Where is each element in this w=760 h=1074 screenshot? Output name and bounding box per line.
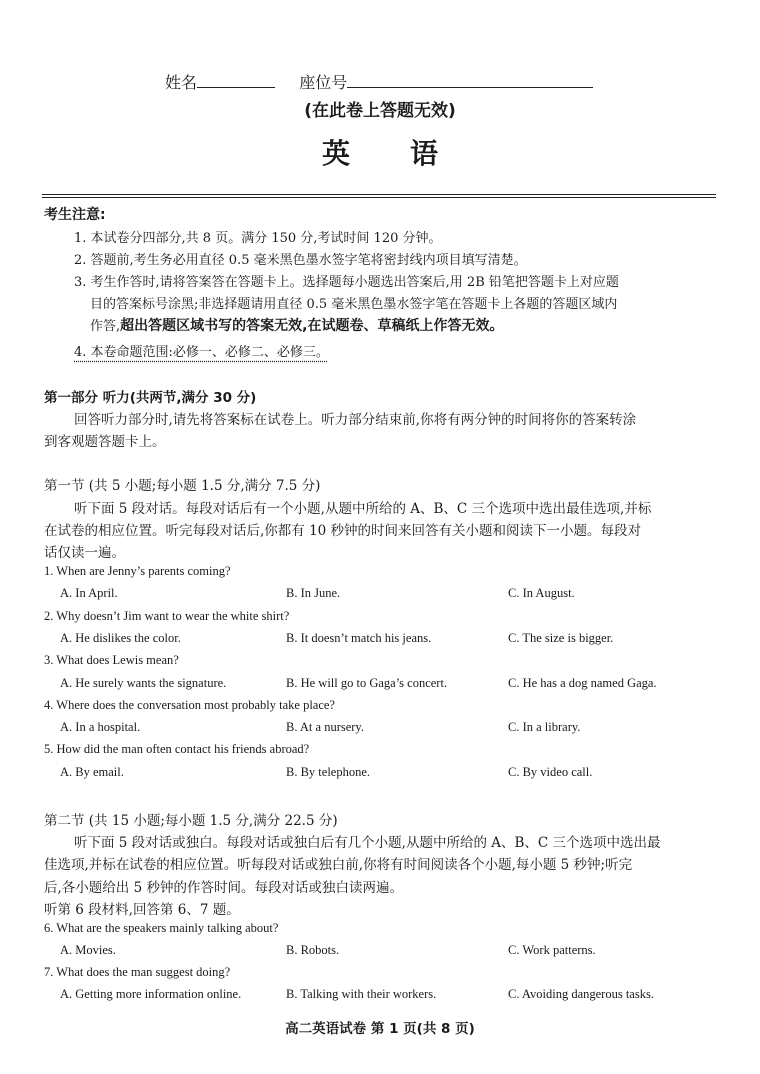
notice-item-1: 1. 本试卷分四部分,共 8 页。满分 150 分,考试时间 120 分钟。	[74, 231, 442, 246]
section2-title: 第二节 (共 15 小题;每小题 1.5 分,满分 22.5 分)	[44, 813, 338, 829]
question-4-option-c: C. In a library.	[508, 720, 581, 734]
notice-title: 考生注意:	[44, 207, 106, 223]
part1-intro-line-2: 到客观题答题卡上。	[44, 434, 166, 450]
question-1: 1. When are Jenny’s parents coming?	[44, 564, 231, 578]
candidate-info-row	[165, 70, 593, 93]
header-rule-bottom	[42, 197, 716, 198]
question-3-option-c: C. He has a dog named Gaga.	[508, 676, 657, 690]
question-4: 4. Where does the conversation most probably take place?	[44, 698, 335, 712]
question-7-option-c: C. Avoiding dangerous tasks.	[508, 987, 654, 1001]
question-5-option-b: B. By telephone.	[286, 765, 371, 779]
question-5-option-a: A. By email.	[60, 765, 124, 779]
question-3-option-b: B. He will go to Gaga’s concert.	[286, 676, 448, 690]
question-1-option-c: C. In August.	[508, 586, 575, 600]
question-6: 6. What are the speakers mainly talking about?	[44, 921, 279, 935]
section2-intro-line-2: 佳选项,并标在试卷的相应位置。听每段对话或独白前,你将有时间阅读各个小题,每小题 5 秒钟;听完	[44, 857, 633, 873]
notice-item-3-line-2: 目的答案标号涂黑;非选择题请用直径 0.5 毫米黑色墨水签字笔在答题卡上各题的答题区域内	[90, 297, 618, 312]
part1-intro-line-1: 回答听力部分时,请先将答案标在试卷上。听力部分结束前,你将有两分钟的时间将你的答案转涂	[74, 412, 637, 428]
question-5-option-c: C. By video call.	[508, 765, 593, 779]
subject-title: 英语	[321, 137, 498, 170]
question-7-option-b: B. Talking with their workers.	[286, 987, 437, 1001]
question-7: 7. What does the man suggest doing?	[44, 965, 231, 979]
question-4-option-a: A. In a hospital.	[60, 720, 141, 734]
section2-material: 听第 6 段材料,回答第 6、7 题。	[44, 902, 240, 918]
notice-item-4-row	[74, 341, 329, 360]
section2-intro-line-3: 后,各小题给出 5 秒钟的作答时间。每段对话或独白读两遍。	[44, 880, 403, 896]
section1-title: 第一节 (共 5 小题;每小题 1.5 分,满分 7.5 分)	[44, 478, 321, 494]
question-6-option-c: C. Work patterns.	[508, 943, 596, 957]
invalid-note: (在此卷上答题无效)	[304, 101, 456, 121]
question-1-option-b: B. In June.	[286, 586, 341, 600]
seat-label: 座位号	[299, 73, 348, 92]
page-footer: 高二英语试卷 第 1 页(共 8 页)	[285, 1021, 475, 1037]
question-2-option-c: C. The size is bigger.	[508, 631, 614, 645]
seat-blank	[347, 73, 593, 88]
section1-intro-line-3: 话仅读一遍。	[44, 545, 125, 561]
question-2-option-b: B. It doesn’t match his jeans.	[286, 631, 432, 645]
question-2-option-a: A. He dislikes the color.	[60, 631, 181, 645]
section2-intro-line-1: 听下面 5 段对话或独白。每段对话或独白后有几个小题,从题中所给的 A、B、C 三个选项中选出最	[74, 835, 661, 851]
question-4-option-b: B. At a nursery.	[286, 720, 364, 734]
notice-item-3-prefix: 作答,	[90, 319, 121, 334]
notice-item-3-line-1: 3. 考生作答时,请将答案答在答题卡上。选择题每小题选出答案后,用 2B 铅笔把答题卡上对应题	[74, 275, 619, 290]
question-3: 3. What does Lewis mean?	[44, 653, 179, 667]
notice-item-2: 2. 答题前,考生务必用直径 0.5 毫米黑色墨水签字笔将密封线内项目填写清楚。	[74, 253, 527, 268]
notice-item-3-line-3	[90, 315, 503, 335]
question-6-option-a: A. Movies.	[60, 943, 116, 957]
notice-item-4: 4. 本卷命题范围:必修一、必修二、必修三。	[74, 345, 329, 360]
question-7-option-a: A. Getting more information online.	[60, 987, 242, 1001]
name-blank	[197, 73, 275, 88]
notice-item-3-emphasis: 超出答题区域书写的答案无效,在试题卷、草稿纸上作答无效。	[120, 318, 504, 334]
section1-intro-line-2: 在试卷的相应位置。听完每段对话后,你都有 10 秒钟的时间来回答有关小题和阅读下一小题。每段对	[44, 523, 642, 539]
question-3-option-a: A. He surely wants the signature.	[60, 676, 227, 690]
part1-title: 第一部分 听力(共两节,满分 30 分)	[44, 390, 257, 406]
section1-intro-line-1: 听下面 5 段对话。每段对话后有一个小题,从题中所给的 A、B、C 三个选项中选出最佳选项,并标	[74, 501, 652, 517]
question-1-option-a: A. In April.	[60, 586, 118, 600]
name-label: 姓名	[165, 73, 198, 92]
question-6-option-b: B. Robots.	[286, 943, 340, 957]
question-5: 5. How did the man often contact his friends abroad?	[44, 742, 310, 756]
question-2: 2. Why doesn’t Jim want to wear the white shirt?	[44, 609, 290, 623]
header-rule-top	[42, 194, 716, 195]
